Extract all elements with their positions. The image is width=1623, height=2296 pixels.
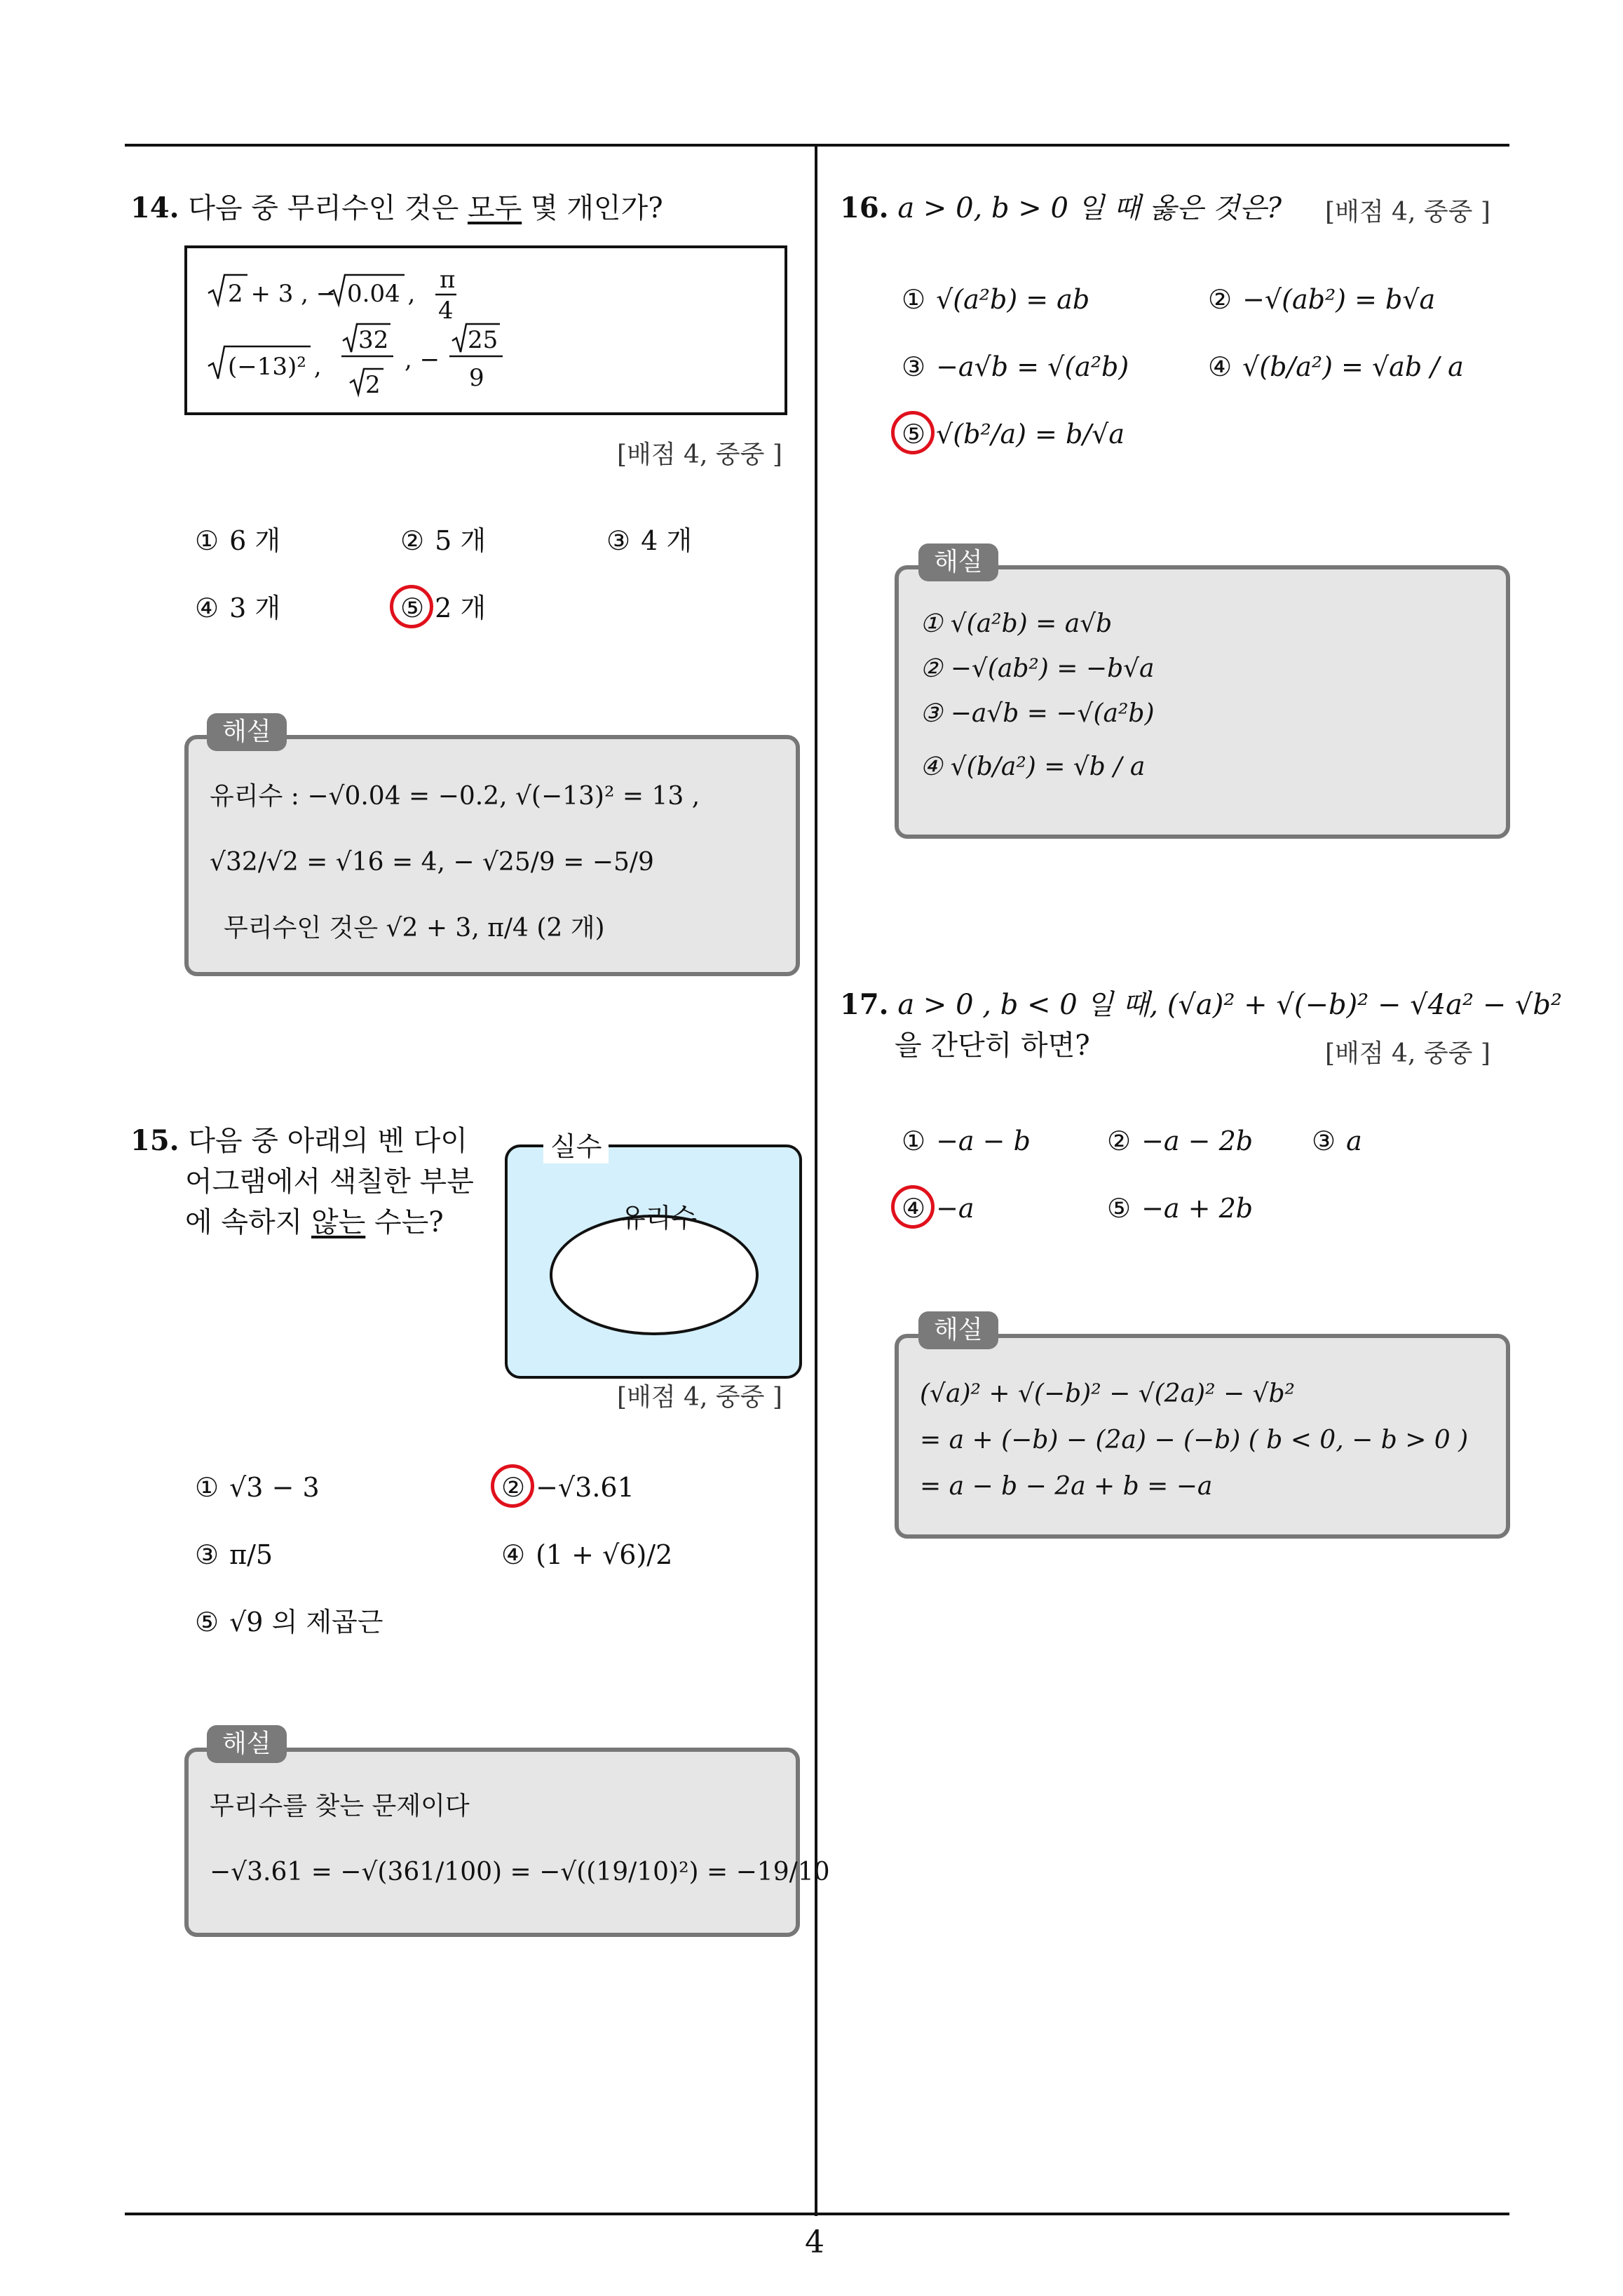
question-text: 다음 중 아래의 벤 다이 — [188, 1125, 468, 1157]
solution-line: ① √(a²b) = a√b — [920, 609, 1113, 638]
solution-line: = a + (−b) − (2a) − (−b) ( b < 0, − b > 0 ) — [920, 1426, 1469, 1454]
choice-text: 4 개 — [641, 525, 693, 556]
choice-mark: ③ — [901, 351, 926, 382]
choice-text: −√(ab²) = b√a — [1242, 284, 1436, 315]
question-number: 16. — [840, 191, 889, 224]
choice-mark: ② — [400, 525, 425, 556]
solution-line: = a − b − 2a + b = −a — [920, 1472, 1213, 1501]
choice-mark: ③ — [194, 1539, 219, 1570]
solution-line: ② −√(ab²) = −b√a — [920, 654, 1155, 683]
choice-5[interactable] — [1105, 1189, 1253, 1227]
question-14 — [130, 188, 663, 229]
choice-mark: ④ — [194, 593, 219, 623]
choice-mark: ⑤ — [1106, 1193, 1132, 1224]
choice-text: √(a²b) = ab — [936, 284, 1090, 315]
solution-box — [895, 565, 1510, 839]
choice-text: −a√b = √(a²b) — [936, 351, 1129, 382]
solution-line: 무리수를 찾는 문제이다 — [210, 1792, 470, 1821]
svg-text:25: 25 — [468, 326, 498, 354]
question-text-end: 수는? — [365, 1206, 444, 1238]
choice-text: 2 개 — [435, 593, 487, 623]
question-15-line1 — [130, 1121, 467, 1161]
question-text-end: 몇 개인가? — [522, 192, 663, 224]
choice-text: √(b/a²) = √ab / a — [1242, 351, 1464, 382]
choice-mark: ⑤ — [194, 1607, 219, 1637]
question-15 — [130, 1121, 474, 1243]
choice-mark: ① — [901, 284, 926, 315]
choice-mark: ① — [194, 1472, 219, 1503]
choice-mark: ⑤ — [400, 593, 425, 623]
solution-tag: 해설 — [918, 1311, 998, 1349]
question-number: 14. — [130, 191, 179, 224]
choice-mark: ④ — [501, 1539, 526, 1570]
question-15-line3 — [130, 1202, 467, 1243]
solution-tag: 해설 — [918, 543, 998, 581]
question-number: 17. — [840, 988, 889, 1021]
choice-text: √(b²/a) = b/√a — [936, 419, 1125, 450]
solution-tag: 해설 — [207, 1725, 287, 1763]
choice-text: −√3.61 — [536, 1472, 634, 1503]
score-label: [배점 4, 중중 ] — [1325, 1039, 1490, 1068]
venn-outer-label: 실수 — [543, 1125, 609, 1163]
choice-text: √9 의 제곱근 — [229, 1607, 383, 1637]
svg-text:π: π — [440, 266, 456, 294]
choice-mark: ② — [1106, 1126, 1132, 1156]
choice-mark: ⑤ — [901, 419, 926, 450]
choice-3[interactable] — [899, 348, 1129, 386]
choice-2[interactable] — [1105, 1122, 1253, 1160]
expression-box-math — [187, 248, 785, 412]
question-number: 15. — [130, 1124, 179, 1157]
question-15-line2 — [130, 1161, 474, 1202]
choice-1[interactable] — [899, 281, 1089, 318]
question-emphasis: 않는 — [311, 1206, 366, 1238]
question-text: 어그램에서 색칠한 부분 — [185, 1166, 474, 1198]
choice-4[interactable] — [1206, 348, 1464, 386]
svg-text:4: 4 — [438, 297, 454, 325]
choice-2[interactable] — [398, 522, 486, 560]
svg-text:9: 9 — [469, 364, 484, 392]
question-text: 을 간단히 하면? — [895, 1029, 1090, 1062]
svg-text:2: 2 — [365, 371, 381, 399]
choice-text: −a − b — [936, 1126, 1031, 1156]
answer-circle — [891, 411, 935, 454]
score-label: [배점 4, 중중 ] — [617, 440, 782, 469]
choice-3[interactable] — [604, 522, 692, 560]
choice-3[interactable] — [193, 1536, 273, 1574]
choice-text: −a + 2b — [1141, 1193, 1254, 1224]
choice-mark: ④ — [901, 1193, 926, 1224]
choice-mark: ④ — [1207, 351, 1232, 382]
choice-mark: ① — [901, 1126, 926, 1156]
choice-4[interactable] — [193, 589, 280, 627]
svg-text:2 + 3 , −: 2 + 3 , − — [228, 280, 337, 308]
choice-mark: ③ — [606, 525, 631, 556]
choice-text: √3 − 3 — [229, 1472, 320, 1503]
solution-box — [895, 1334, 1510, 1539]
svg-text:0.04 ,: 0.04 , — [347, 280, 416, 308]
choice-text: 5 개 — [435, 525, 487, 556]
choice-1[interactable] — [899, 1122, 1031, 1160]
svg-text:, −: , − — [405, 346, 440, 374]
choice-mark: ③ — [1311, 1126, 1336, 1156]
question-text: a > 0, b > 0 일 때 옳은 것은? — [897, 192, 1282, 224]
page-number: 4 — [805, 2224, 824, 2260]
choice-text: (1 + √6)/2 — [536, 1539, 673, 1570]
venn-diagram — [505, 1144, 802, 1379]
choice-1[interactable] — [193, 1468, 320, 1506]
choice-mark: ① — [194, 525, 219, 556]
choice-mark: ② — [501, 1472, 526, 1503]
venn-inner-label: 유리수 — [620, 1203, 698, 1234]
svg-text:32: 32 — [358, 326, 389, 354]
answer-circle — [491, 1464, 534, 1508]
question-17-line1 — [840, 985, 1563, 1025]
answer-circle — [891, 1185, 935, 1229]
solution-line: ④ √(b/a²) = √b / a — [920, 752, 1146, 781]
column-divider — [815, 144, 817, 2216]
solution-line: ③ −a√b = −√(a²b) — [920, 699, 1155, 728]
solution-line: −√3.61 = −√(361/100) = −√((19/10)²) = −19/10 — [210, 1858, 830, 1886]
score-label: [배점 4, 중중 ] — [617, 1383, 782, 1412]
choice-1[interactable] — [193, 522, 280, 560]
choice-2[interactable] — [1206, 281, 1435, 318]
question-emphasis: 모두 — [467, 192, 522, 224]
question-text: 다음 중 무리수인 것은 — [188, 192, 468, 224]
choice-text: π/5 — [229, 1539, 273, 1570]
question-16 — [840, 188, 1282, 229]
solution-line: 무리수인 것은 √2 + 3, π/4 (2 개) — [224, 914, 605, 943]
choice-mark: ② — [1207, 284, 1232, 315]
choice-3[interactable] — [1310, 1122, 1362, 1160]
solution-box — [184, 1748, 830, 1937]
choice-text: −a — [936, 1193, 975, 1224]
score-label: [배점 4, 중중 ] — [1325, 198, 1490, 227]
choice-text: 3 개 — [229, 593, 281, 623]
answer-circle — [390, 585, 433, 628]
choice-5[interactable] — [193, 1603, 383, 1641]
solution-line: (√a)² + √(−b)² − √(2a)² − √b² — [920, 1379, 1295, 1408]
solution-line: √32/√2 = √16 = 4, − √25/9 = −5/9 — [210, 848, 654, 877]
expression-box — [184, 245, 787, 415]
question-text: 에 속하지 — [185, 1206, 311, 1238]
choice-text: a — [1346, 1126, 1362, 1156]
svg-text:(−13)² ,: (−13)² , — [228, 353, 322, 381]
choice-4[interactable] — [499, 1536, 672, 1574]
question-text: a > 0 , b < 0 일 때, (√a)² + √(−b)² − √4a² − √b² — [897, 989, 1563, 1021]
solution-line: 유리수 : −√0.04 = −0.2, √(−13)² = 13 , — [210, 782, 700, 811]
bottom-rule — [125, 2213, 1509, 2215]
choice-text: −a − 2b — [1141, 1126, 1254, 1156]
solution-box — [184, 735, 800, 976]
choice-text: 6 개 — [229, 525, 281, 556]
solution-tag: 해설 — [207, 713, 287, 751]
